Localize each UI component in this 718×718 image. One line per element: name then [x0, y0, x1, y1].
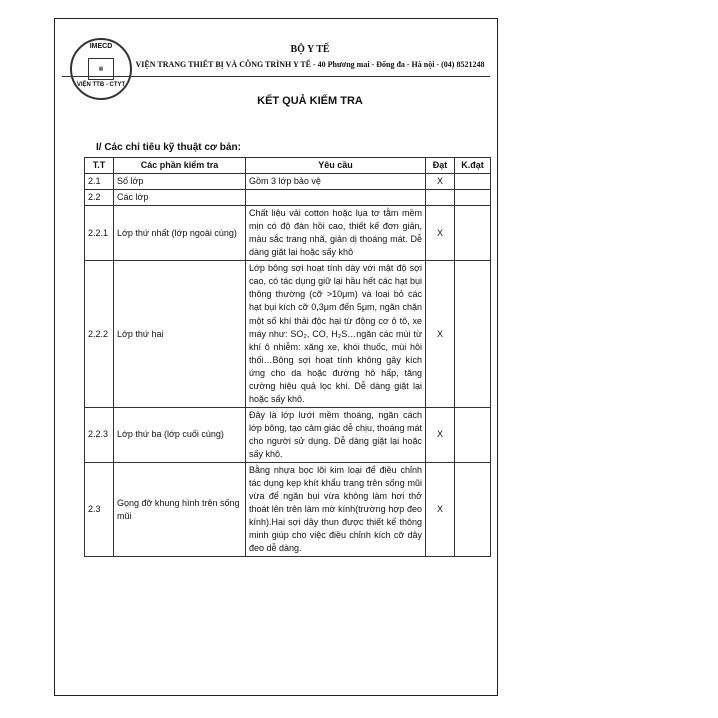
row-fail-mark [455, 407, 491, 462]
table-row [85, 174, 491, 190]
header-divider [62, 76, 490, 77]
header-part: Các phần kiểm tra [114, 158, 246, 174]
row-pass-mark: X [426, 261, 455, 408]
row-tt: 2.2.2 [85, 261, 114, 408]
header-requirement: Yêu cầu [246, 158, 426, 174]
document-title: KẾT QUẢ KIỂM TRA [257, 95, 363, 107]
row-part: Các lớp [114, 190, 246, 206]
row-pass-mark: X [426, 407, 455, 462]
imecd-seal-logo [70, 38, 132, 100]
table-row [85, 190, 491, 206]
row-pass-mark: X [426, 174, 455, 190]
header-fail: K.đạt [455, 158, 491, 174]
table-row [85, 261, 491, 408]
seal-top-text: IMECD [89, 43, 113, 50]
table-row [85, 407, 491, 462]
row-fail-mark [455, 261, 491, 408]
row-pass-mark: X [426, 463, 455, 557]
table-row [85, 463, 491, 557]
row-part: Lớp thứ hai [114, 261, 246, 408]
row-part: Số lớp [114, 174, 246, 190]
header-tt: T.T [85, 158, 114, 174]
header-pass: Đạt [426, 158, 455, 174]
row-requirement [246, 190, 426, 206]
table-header-row [85, 158, 491, 174]
row-part: Gọng đỡ khung hình trên sống mũi [114, 463, 246, 557]
row-pass-mark [426, 190, 455, 206]
row-fail-mark [455, 463, 491, 557]
seal-center-icon: ▦ [88, 58, 114, 80]
row-tt: 2.2.1 [85, 206, 114, 261]
row-part: Lớp thứ ba (lớp cuối cùng) [114, 407, 246, 462]
seal-bottom-text: VIỆN TTB - CTYT [76, 82, 126, 88]
row-requirement: Lớp bông sợi hoạt tính dày với mật độ sợi cao, có tác dụng giữ lại hầu hết các hạt bụi thông thường (cỡ >10μm) và loại bỏ các hạt bụi kích cỡ 0,3μm đến 5μm, ngăn chặn một số khí thải độc hại từ động cơ ô tô, xe máy như: SO₂, CO, H₂S…ngăn các mùi từ khí ô nhiễm: xăng xe, khói thuốc, mùi hôi thối…Bông sợi hoạt tính không gây kích ứng cho da hoặc đường hô hấp, tăng cường hiệu quả lọc khí. Dễ dàng giặt lại hoặc sấy khô. [246, 261, 426, 408]
ministry-title: BỘ Y TẾ [290, 44, 330, 55]
institute-address: VIỆN TRANG THIẾT BỊ VÀ CÔNG TRÌNH Y TẾ - 40 Phương mai - Đống đa - Hà nội - (04) 8521248 [135, 60, 485, 69]
row-requirement: Chất liệu vải cotton hoặc lụa tơ tằm mềm mịn có độ đàn hồi cao, thiết kế đơn giản, màu sắc trang nhã, giản dị thoáng mát. Dễ dàng giặt lại hoặc sấy khô [246, 206, 426, 261]
row-part: Lớp thứ nhất (lớp ngoài cùng) [114, 206, 246, 261]
row-tt: 2.1 [85, 174, 114, 190]
row-pass-mark: X [426, 206, 455, 261]
row-fail-mark [455, 206, 491, 261]
row-tt: 2.3 [85, 463, 114, 557]
row-fail-mark [455, 190, 491, 206]
row-requirement: Đây là lớp lưới mềm thoáng, ngăn cách lớp bông, tạo cảm giác dễ chịu, thoáng mát cho người sử dụng. Dễ dàng giặt lại hoặc sấy khô. [246, 407, 426, 462]
row-tt: 2.2.3 [85, 407, 114, 462]
row-requirement: Gồm 3 lớp bảo vệ [246, 174, 426, 190]
row-requirement: Bằng nhựa bọc lõi kim loại để điều chỉnh tác dụng kẹp khít khẩu trang trên sống mũi vừa để ngăn bụi vừa không làm hơi thở thoát lên trên làm mờ kính(trường hợp đeo kính).Hai sợi dây thun được thiết kế thông minh giúp cho việc điều chỉnh kích cỡ dây đeo dễ dàng. [246, 463, 426, 557]
inspection-table [84, 157, 491, 557]
row-tt: 2.2 [85, 190, 114, 206]
row-fail-mark [455, 174, 491, 190]
section-heading: I/ Các chỉ tiêu kỹ thuật cơ bản: [96, 142, 241, 153]
table-row [85, 206, 491, 261]
